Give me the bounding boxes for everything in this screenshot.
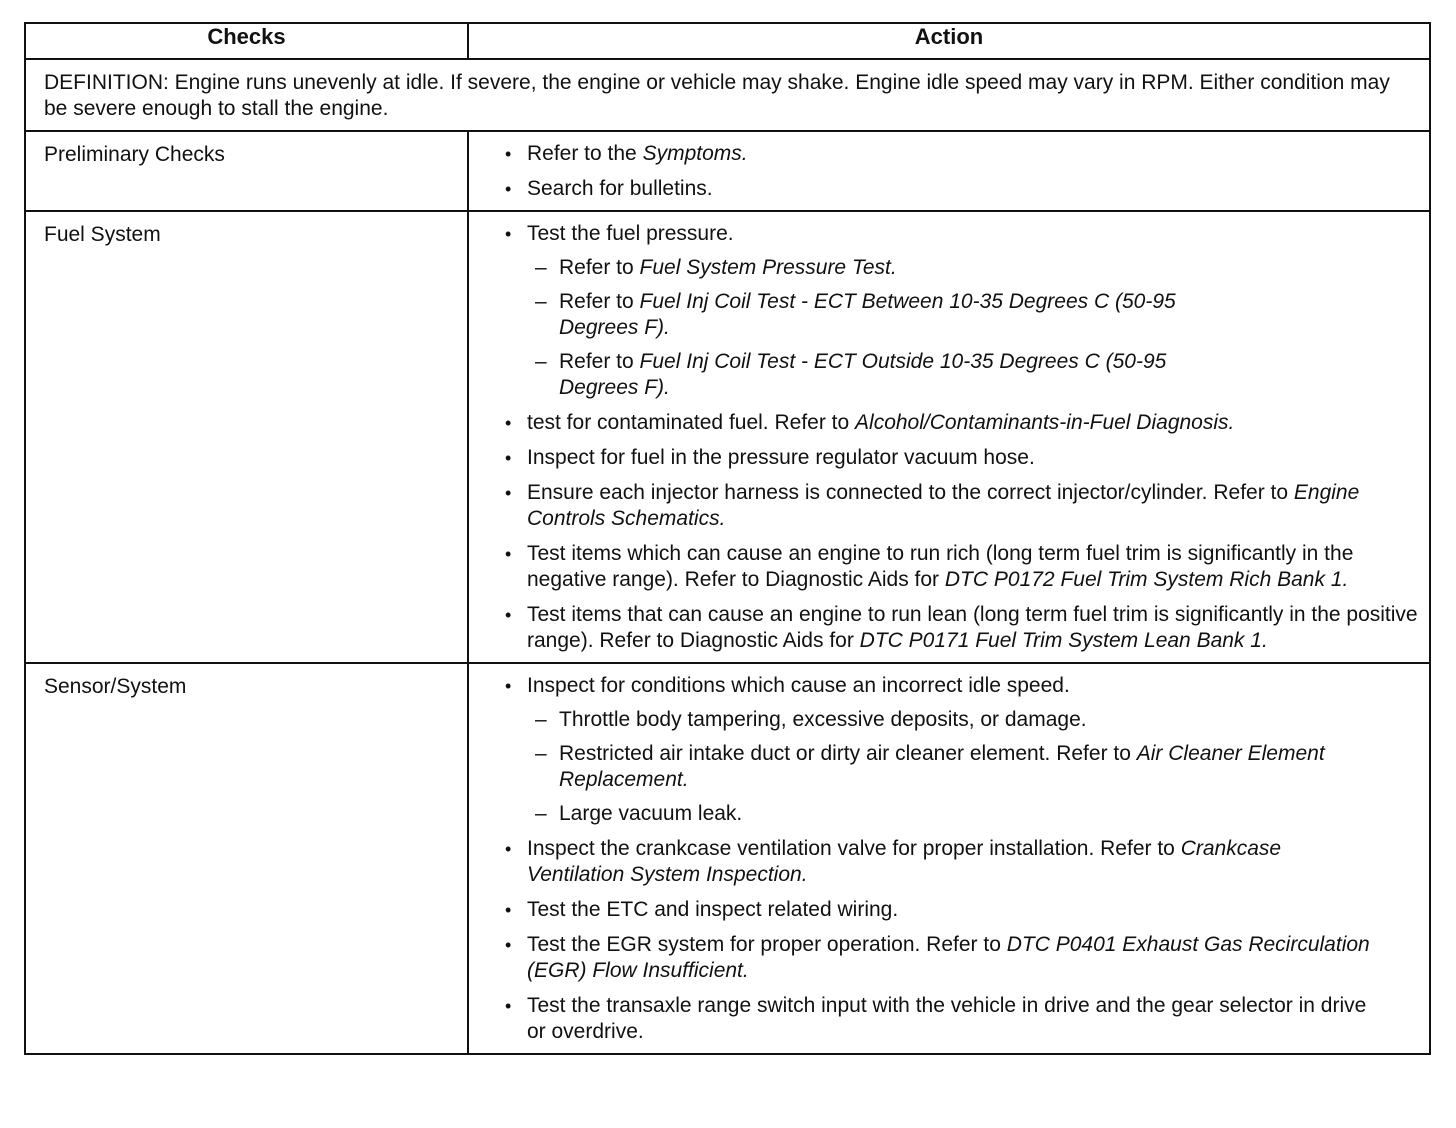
list-item <box>505 221 1419 401</box>
item-text: Throttle body tampering, excessive deposits, or damage. <box>559 708 1087 731</box>
definition-row <box>25 59 1430 131</box>
table-row-preliminary-checks <box>25 131 1430 211</box>
fuel-pressure-test-reference: Fuel System Pressure Test. <box>639 256 897 279</box>
table-row-sensor-system <box>25 663 1430 1054</box>
check-label-sensor-system: Sensor/System <box>25 663 468 1054</box>
list-item <box>505 932 1419 984</box>
action-column-header: Action <box>468 23 1430 59</box>
item-text: Inspect for fuel in the pressure regulator vacuum hose. <box>527 446 1035 469</box>
item-text: test for contaminated fuel. Refer to <box>527 411 856 434</box>
schematics-reference: Engine Controls Schematics. <box>527 481 1360 530</box>
coil-test-outside-reference: Fuel Inj Coil Test - ECT Outside 10-35 Degrees C (50-95 Degrees F). <box>559 350 1167 399</box>
sub-list-item <box>527 289 1419 341</box>
list-item <box>505 602 1419 654</box>
item-text: Test the ETC and inspect related wiring. <box>527 898 899 921</box>
sub-list-item <box>527 741 1419 793</box>
sub-list-item <box>527 707 1419 733</box>
item-text: Test the EGR system for proper operation. Refer to <box>527 933 1007 956</box>
list-item <box>505 445 1419 471</box>
action-cell-sensor-system <box>468 663 1430 1054</box>
dtc-p0172-reference: DTC P0172 Fuel Trim System Rich Bank 1. <box>944 568 1349 591</box>
table-header-row <box>25 23 1430 59</box>
list-item <box>505 993 1419 1045</box>
definition-text: DEFINITION: Engine runs unevenly at idle. If severe, the engine or vehicle may shake. Engine idle speed may vary in RPM. Either condition may be severe enough to stall the engine. <box>25 59 1430 131</box>
table-row-fuel-system <box>25 211 1430 663</box>
list-item <box>505 141 1419 167</box>
item-text: Test items that can cause an engine to run lean (long term fuel trim is significantly in the positive range). Refer to Diagnostic Aids for <box>527 603 1418 652</box>
dtc-p0171-reference: DTC P0171 Fuel Trim System Lean Bank 1. <box>859 629 1268 652</box>
item-text: Refer to <box>559 290 640 313</box>
check-label-preliminary: Preliminary Checks <box>25 131 468 211</box>
item-text: Refer to the <box>527 142 643 165</box>
list-item <box>505 480 1419 532</box>
checks-column-header: Checks <box>25 23 468 59</box>
item-text: Test items which can cause an engine to run rich (long term fuel trim is significantly in the negative range). Refer to Diagnostic Aids for <box>527 542 1354 591</box>
sub-list-item <box>527 255 1419 281</box>
list-item <box>505 176 1419 202</box>
action-cell-preliminary <box>468 131 1430 211</box>
item-text: Restricted air intake duct or dirty air cleaner element. Refer to <box>559 742 1137 765</box>
list-item <box>505 836 1419 888</box>
item-text: Inspect for conditions which cause an incorrect idle speed. <box>527 674 1070 697</box>
dtc-p0401-reference: DTC P0401 Exhaust Gas Recirculation (EGR) Flow Insufficient. <box>527 933 1370 982</box>
diagnostic-table <box>24 22 1431 1055</box>
coil-test-between-reference: Fuel Inj Coil Test - ECT Between 10-35 Degrees C (50-95 Degrees F). <box>559 290 1176 339</box>
list-item <box>505 410 1419 436</box>
sub-list-item <box>527 801 1419 827</box>
sub-list-item <box>527 349 1419 401</box>
item-text: Large vacuum leak. <box>559 802 743 825</box>
symptoms-reference: Symptoms. <box>642 142 748 165</box>
item-text: Refer to <box>559 256 640 279</box>
check-label-fuel-system: Fuel System <box>25 211 468 663</box>
item-text: Refer to <box>559 350 640 373</box>
item-text: Test the fuel pressure. <box>527 222 734 245</box>
item-text: Ensure each injector harness is connected to the correct injector/cylinder. Refer to <box>527 481 1294 504</box>
item-text: Test the transaxle range switch input with the vehicle in drive and the gear selector in drive or overdrive. <box>527 994 1367 1043</box>
action-cell-fuel-system <box>468 211 1430 663</box>
list-item <box>505 897 1419 923</box>
list-item <box>505 541 1419 593</box>
item-text: Inspect the crankcase ventilation valve for proper installation. Refer to <box>527 837 1181 860</box>
crankcase-inspection-reference: Crankcase Ventilation System Inspection. <box>527 837 1282 886</box>
item-text: Search for bulletins. <box>527 177 713 200</box>
contaminants-diagnosis-reference: Alcohol/Contaminants-in-Fuel Diagnosis. <box>855 411 1235 434</box>
air-cleaner-reference: Air Cleaner Element Replacement. <box>559 742 1325 791</box>
list-item <box>505 673 1419 827</box>
